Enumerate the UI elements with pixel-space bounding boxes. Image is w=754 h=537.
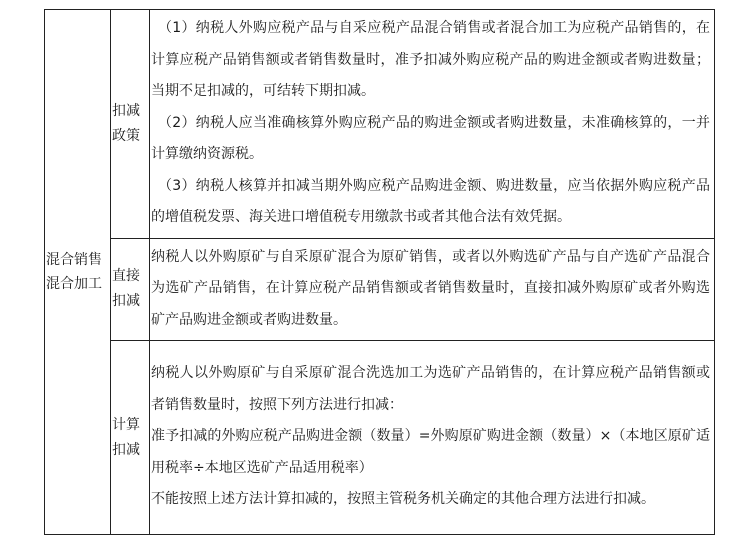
content-cell: [150, 10, 715, 239]
content-cell: [150, 341, 715, 535]
subcategory-cell: 计算扣减: [111, 341, 150, 535]
table-row: [45, 238, 715, 341]
subcategory-cell: 扣减政策: [111, 10, 150, 239]
paragraph: 纳税人以外购原矿与自采原矿混合洗选加工为选矿产品销售的，在计算应税产品销售额或者销售数量时，按照下列方法进行扣减：: [151, 365, 710, 413]
tax-deduction-table: [44, 9, 715, 535]
content-cell: [150, 238, 715, 341]
paragraph: （2）纳税人应当准确核算外购应税产品的购进金额或者购进数量，未准确核算的，一并计算缴纳资源税。: [151, 114, 710, 162]
category-cell: 混合销售混合加工: [45, 10, 111, 535]
subcategory-cell: 直接扣减: [111, 238, 150, 341]
paragraph: 不能按照上述方法计算扣减的，按照主管税务机关确定的其他合理方法进行扣减。: [151, 491, 655, 508]
paragraph: 准予扣减的外购应税产品购进金额（数量）=外购原矿购进金额（数量）×（本地区原矿适用税率÷本地区选矿产品适用税率）: [151, 428, 710, 476]
paragraph: （3）纳税人核算并扣减当期外购应税产品购进金额、购进数量，应当依据外购应税产品的增值税发票、海关进口增值税专用缴款书或者其他合法有效凭据。: [151, 177, 710, 225]
table-row: [45, 10, 715, 239]
paragraph: 纳税人以外购原矿与自采原矿混合为原矿销售，或者以外购选矿产品与自产选矿产品混合为选矿产品销售，在计算应税产品销售额或者销售数量时，直接扣减外购原矿或者外购选矿产品购进金额或者购进数量。: [151, 248, 710, 328]
paragraph: （1）纳税人外购应税产品与自采应税产品混合销售或者混合加工为应税产品销售的，在计算应税产品销售额或者销售数量时，准予扣减外购应税产品的购进金额或者购进数量；当期不足扣减的，可结转下期扣减。: [151, 20, 710, 99]
table-row: [45, 341, 715, 535]
